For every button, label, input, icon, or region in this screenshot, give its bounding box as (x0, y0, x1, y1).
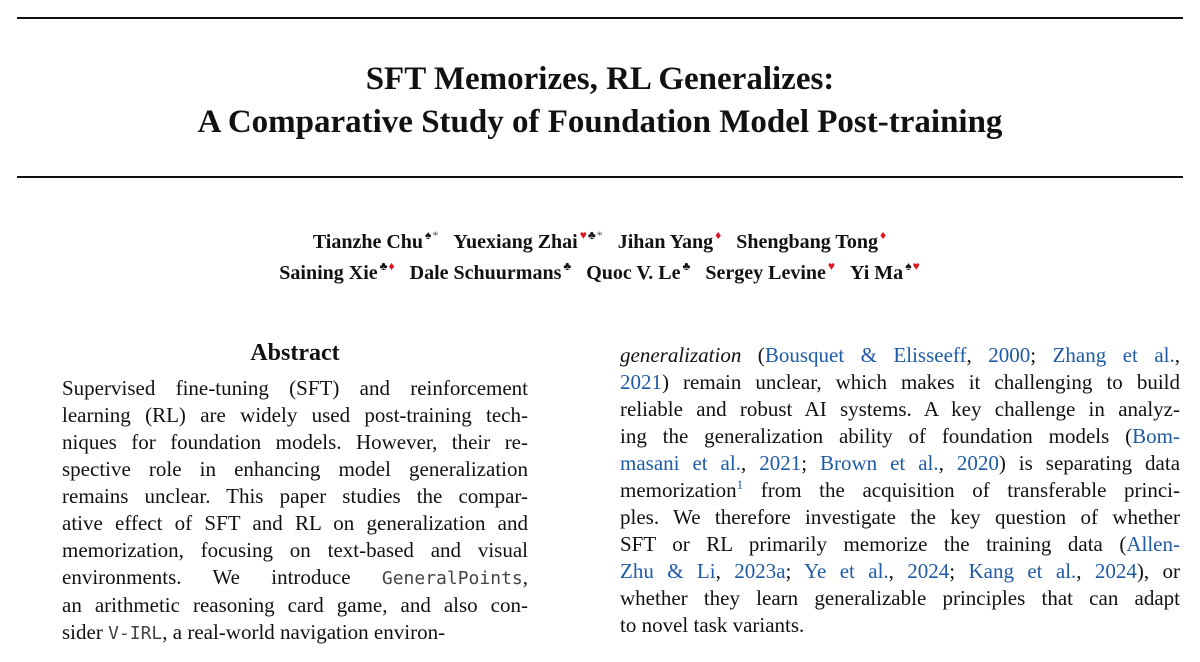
body-line (620, 450, 1180, 477)
body-line (620, 585, 1180, 612)
text-segment: learning (RL) are widely used post-training tech- (62, 403, 528, 427)
author (850, 259, 921, 284)
abstract-line (62, 429, 528, 456)
affiliation-mark: ♦ (880, 228, 887, 242)
text-segment: niques for foundation models. However, their re- (62, 430, 528, 454)
citation-link[interactable]: masani et al. (620, 451, 741, 475)
affiliation-marks (580, 228, 604, 242)
author-name: Sergey Levine (705, 262, 826, 284)
text-segment: ative effect of SFT and RL on generalization and (62, 511, 528, 535)
author-row (0, 259, 1200, 290)
author-row (0, 228, 1200, 259)
abstract-line (62, 564, 528, 592)
citation-link[interactable]: 2021 (759, 451, 802, 475)
text-segment: reliable and robust AI systems. A key challenge in analyz- (620, 397, 1180, 421)
text-segment: , (522, 565, 528, 589)
affiliation-mark: ♣ (379, 259, 388, 273)
text-segment: ; (801, 451, 820, 475)
abstract-line (62, 456, 528, 483)
author (453, 228, 603, 253)
text-segment: memorization (620, 478, 737, 502)
abstract-heading: Abstract (250, 340, 340, 366)
abstract-body (62, 375, 528, 647)
text-segment: ples. We therefore investigate the key question of whether (620, 505, 1180, 529)
citation-link[interactable]: Kang et al. (968, 559, 1077, 583)
author (705, 259, 836, 284)
body-line (620, 531, 1180, 558)
author (586, 259, 691, 284)
affiliation-marks (380, 259, 396, 273)
affiliation-marks (905, 259, 921, 273)
text-segment: from the acquisition of transferable princi- (743, 478, 1180, 502)
abstract-column (62, 339, 528, 647)
citation-link[interactable]: 2000 (988, 343, 1031, 367)
text-segment: ; (949, 559, 969, 583)
body-line (620, 504, 1180, 531)
citation-link[interactable]: Bousquet & Elisseeff (764, 343, 967, 367)
citation-link[interactable]: Zhang et al. (1052, 343, 1175, 367)
citation-link[interactable]: Zhu & Li (620, 559, 716, 583)
text-segment: , (740, 451, 760, 475)
author-name: Tianzhe Chu (312, 231, 424, 253)
text-segment: environments. We introduce (62, 565, 382, 589)
affiliation-marks (425, 228, 439, 242)
intro-column (620, 342, 1180, 639)
body-line (620, 369, 1180, 396)
text-segment: to novel task variants. (620, 613, 805, 637)
abstract-line (62, 375, 528, 402)
body-line (620, 477, 1180, 504)
abstract-line (62, 510, 528, 537)
author-name: Saining Xie (279, 262, 378, 284)
abstract-line (62, 402, 528, 429)
affiliation-marks (563, 259, 572, 273)
abstract-line (62, 592, 528, 619)
author (736, 228, 887, 253)
title-line-1: SFT Memorizes, RL Generalizes: (365, 61, 835, 97)
text-segment: whether they learn generalizable principles that can adapt (620, 586, 1180, 610)
body-line (620, 423, 1180, 450)
text-segment: remains unclear. This paper studies the compar- (62, 484, 528, 508)
affiliation-mark: ♥ (827, 259, 836, 273)
affiliation-mark: ♥ (912, 259, 920, 273)
citation-link[interactable]: 2020 (956, 451, 999, 475)
author (279, 259, 395, 284)
text-segment: an arithmetic reasoning card game, and also con- (62, 593, 528, 617)
affiliation-mark: * (596, 228, 603, 242)
affiliation-mark: ♣ (682, 259, 691, 273)
body-line (620, 342, 1180, 369)
citation-link[interactable]: Allen- (1126, 532, 1180, 556)
text-segment: ing the generalization ability of foundation models ( (620, 424, 1133, 448)
citation-link[interactable]: 2024 (1094, 559, 1137, 583)
affiliation-mark: ♥ (579, 228, 587, 242)
text-segment: , (966, 343, 989, 367)
top-rule (17, 17, 1183, 19)
abstract-line (62, 483, 528, 510)
text-segment: ; (1030, 343, 1053, 367)
text-segment: memorization, focusing on text-based and visual (62, 538, 528, 562)
text-segment: spective role in enhancing model generalization (62, 457, 528, 481)
body-line (620, 558, 1180, 585)
citation-link[interactable]: 2021 (620, 370, 662, 394)
text-segment: , (938, 451, 957, 475)
text-segment: SFT or RL primarily memorize the training data ( (620, 532, 1127, 556)
abstract-line (62, 619, 528, 647)
affiliation-mark: ♠ (905, 259, 912, 273)
paper-title (0, 58, 1200, 144)
text-segment: ) is separating data (998, 451, 1181, 475)
text-segment: Supervised fine-tuning (SFT) and reinforcement (62, 376, 528, 400)
text-segment: , (1076, 559, 1095, 583)
author-name: Jihan Yang (617, 231, 714, 253)
citation-link[interactable]: 2023a (734, 559, 786, 583)
code-term: V-IRL (108, 623, 163, 644)
author (312, 228, 440, 253)
code-term: GeneralPoints (381, 568, 523, 589)
citation-link[interactable]: Bom- (1132, 424, 1180, 448)
affiliation-marks (683, 259, 692, 273)
author-name: Yi Ma (850, 262, 904, 284)
text-segment: ; (785, 559, 804, 583)
footnote-marker[interactable]: 1 (736, 477, 744, 492)
author (617, 228, 723, 253)
author-name: Quoc V. Le (586, 262, 681, 284)
citation-link[interactable]: Ye et al. (803, 559, 889, 583)
author-name: Dale Schuurmans (409, 262, 562, 284)
title-line-2: A Comparative Study of Foundation Model Post-training (197, 104, 1003, 140)
text-segment: , a real-world navigation environ- (162, 620, 446, 644)
text-segment: ), or (1136, 559, 1181, 583)
bottom-rule (17, 176, 1183, 178)
author-list (0, 228, 1200, 290)
body-line (620, 396, 1180, 423)
affiliation-marks (715, 228, 722, 242)
abstract-line (62, 537, 528, 564)
text-segment: , (888, 559, 908, 583)
affiliation-marks (880, 228, 887, 242)
citation-link[interactable]: Brown et al. (819, 451, 939, 475)
body-line (620, 612, 1180, 639)
emphasis-text: generalization (620, 343, 742, 367)
author-name: Yuexiang Zhai (453, 231, 578, 253)
affiliation-marks (828, 259, 836, 273)
intro-body (620, 342, 1180, 639)
affiliation-mark: ♦ (715, 228, 722, 242)
text-segment: ( (741, 343, 765, 367)
text-segment: , (1174, 343, 1180, 367)
citation-link[interactable]: 2024 (907, 559, 950, 583)
affiliation-mark: ♦ (388, 259, 395, 273)
affiliation-mark: * (432, 228, 439, 242)
affiliation-mark: ♠ (425, 228, 432, 242)
text-segment: , (715, 559, 735, 583)
author (409, 259, 573, 284)
author-name: Shengbang Tong (736, 231, 879, 253)
affiliation-mark: ♣ (587, 228, 596, 242)
affiliation-mark: ♣ (563, 259, 572, 273)
text-segment: sider (62, 620, 109, 644)
text-segment: ) remain unclear, which makes it challenging to build (662, 370, 1180, 394)
